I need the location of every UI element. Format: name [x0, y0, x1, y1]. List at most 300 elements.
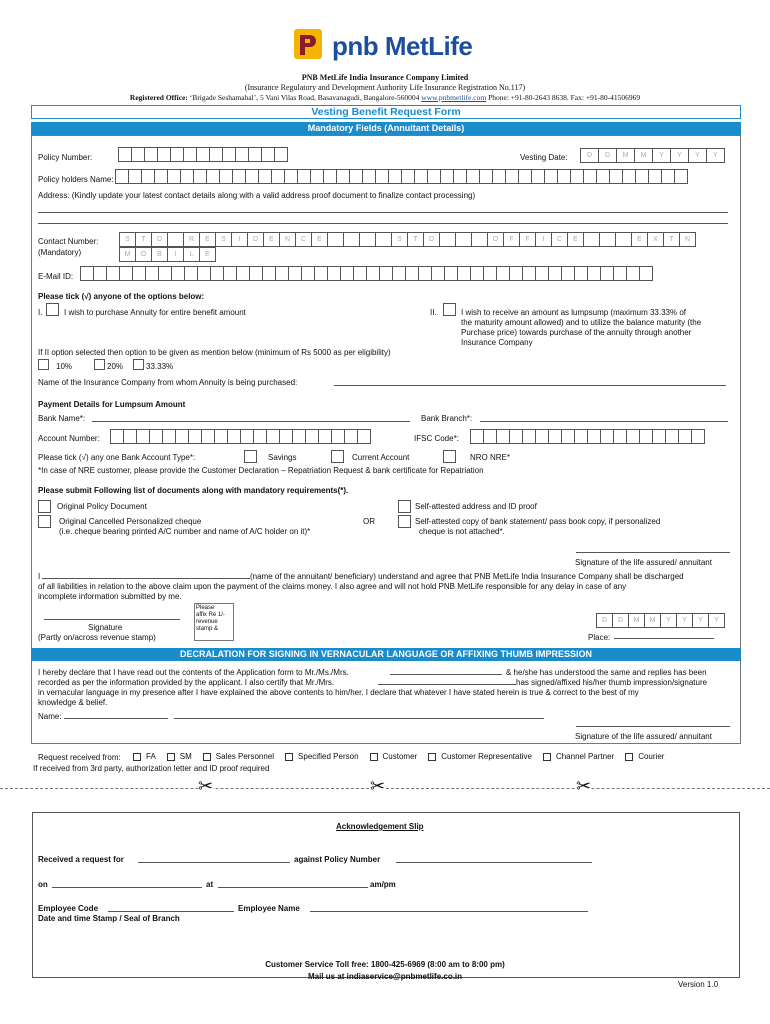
pct-10-label: 10%: [56, 362, 73, 371]
input-box[interactable]: [678, 429, 692, 444]
fa-checkbox[interactable]: [133, 753, 141, 761]
input-box[interactable]: [613, 266, 627, 281]
input-box[interactable]: Y: [676, 613, 693, 628]
signature-line[interactable]: [44, 619, 180, 620]
input-box[interactable]: E: [567, 232, 584, 247]
input-box[interactable]: Y: [688, 148, 707, 163]
input-box[interactable]: O: [487, 232, 504, 247]
input-box[interactable]: [209, 147, 223, 162]
channel-partner-checkbox[interactable]: [543, 753, 551, 761]
input-box[interactable]: [665, 429, 679, 444]
input-box[interactable]: [375, 232, 392, 247]
input-box[interactable]: [318, 429, 332, 444]
input-box[interactable]: D: [596, 613, 613, 628]
input-box[interactable]: [626, 266, 640, 281]
input-box[interactable]: [535, 429, 549, 444]
input-box[interactable]: [110, 429, 124, 444]
input-box[interactable]: [357, 429, 371, 444]
input-box[interactable]: [157, 147, 171, 162]
input-box[interactable]: [600, 266, 614, 281]
input-box[interactable]: [261, 147, 275, 162]
ifsc-label: IFSC Code*:: [414, 434, 459, 443]
vern-line1b: & he/she has understood the same and replies has been: [506, 668, 707, 677]
pnb-metlife-logo: [292, 25, 482, 69]
sig-life-line-2[interactable]: [576, 726, 730, 727]
option1-number: I.: [38, 308, 43, 317]
account-label: Account Number:: [38, 434, 100, 443]
ack-emp-name-line[interactable]: [310, 911, 588, 912]
input-box[interactable]: [444, 266, 458, 281]
input-box[interactable]: [457, 266, 471, 281]
decl-line1: (name of the annuitant/ beneficiary) understand and agree that PNB MetLife India Insurance Company shall be discharged: [250, 572, 684, 581]
input-box[interactable]: [418, 266, 432, 281]
nro-nre-label: NRO NRE*: [470, 453, 511, 462]
input-box[interactable]: [587, 266, 601, 281]
input-box[interactable]: [349, 169, 363, 184]
input-box[interactable]: [274, 147, 288, 162]
input-box[interactable]: [635, 169, 649, 184]
acct-type-label: Please tick (√) any one Bank Account Type*:: [38, 453, 196, 462]
input-box[interactable]: [245, 169, 259, 184]
input-box[interactable]: Y: [708, 613, 725, 628]
input-box[interactable]: [210, 266, 224, 281]
customer-label: Customer: [382, 752, 418, 761]
input-box[interactable]: [596, 169, 610, 184]
input-box[interactable]: E: [199, 232, 216, 247]
input-box[interactable]: [297, 169, 311, 184]
input-box[interactable]: [145, 266, 159, 281]
doc4-line2: cheque is not attached*.: [419, 527, 505, 536]
input-box[interactable]: [171, 266, 185, 281]
docs-heading: Please submit Following list of documents along with mandatory requirements(*).: [38, 486, 349, 495]
input-box[interactable]: [505, 169, 519, 184]
input-box[interactable]: [622, 169, 636, 184]
input-box[interactable]: [648, 169, 662, 184]
input-box[interactable]: [626, 429, 640, 444]
input-box[interactable]: [615, 232, 632, 247]
vesting-date-label: Vesting Date:: [520, 153, 568, 162]
footer-mail: Mail us at indiaservice@pnbmetlife.co.in: [307, 972, 463, 981]
customer-rep-checkbox[interactable]: [428, 753, 436, 761]
input-box[interactable]: X: [647, 232, 664, 247]
input-box[interactable]: [583, 232, 600, 247]
input-box[interactable]: [240, 429, 254, 444]
ack-on-line[interactable]: [52, 887, 202, 888]
input-box[interactable]: [305, 429, 319, 444]
input-box[interactable]: C: [295, 232, 312, 247]
website-link[interactable]: www.pnbmetlife.com: [421, 93, 487, 102]
doc3-checkbox[interactable]: [398, 500, 411, 513]
input-box[interactable]: E: [199, 247, 216, 262]
insurer-line[interactable]: [334, 385, 726, 386]
input-box[interactable]: [496, 429, 510, 444]
input-box[interactable]: F: [519, 232, 536, 247]
input-box[interactable]: [427, 169, 441, 184]
input-box[interactable]: [609, 169, 623, 184]
input-box[interactable]: S: [391, 232, 408, 247]
courier-label: Courier: [638, 752, 665, 761]
input-box[interactable]: [470, 266, 484, 281]
doc3-label: Self-attested address and ID proof: [415, 502, 537, 511]
ack-stamp-label: Date and time Stamp / Seal of Branch: [38, 914, 180, 923]
input-box[interactable]: D: [423, 232, 440, 247]
input-box[interactable]: R: [183, 232, 200, 247]
input-box[interactable]: L: [183, 247, 200, 262]
input-box[interactable]: M: [634, 148, 653, 163]
input-box[interactable]: M: [616, 148, 635, 163]
input-box[interactable]: [236, 266, 250, 281]
input-box[interactable]: [118, 147, 132, 162]
input-box[interactable]: [691, 429, 705, 444]
input-box[interactable]: T: [135, 232, 152, 247]
input-box[interactable]: [661, 169, 675, 184]
input-box[interactable]: [323, 169, 337, 184]
input-box[interactable]: [509, 266, 523, 281]
doc1-checkbox[interactable]: [38, 500, 51, 513]
input-box[interactable]: [639, 429, 653, 444]
input-box[interactable]: [388, 169, 402, 184]
input-box[interactable]: [366, 266, 380, 281]
vern-line3: in vernacular language in my presence after I have explained the above contents to him/her. I declare that whatever I have stated herein is true & correct to the best of my: [38, 688, 639, 697]
input-box[interactable]: [353, 266, 367, 281]
ack-policy-label: against Policy Number: [294, 855, 381, 864]
doc1-label: Original Policy Document: [57, 502, 147, 511]
input-box[interactable]: [180, 169, 194, 184]
input-box[interactable]: [167, 169, 181, 184]
input-box[interactable]: [223, 266, 237, 281]
sales-personnel-checkbox[interactable]: [203, 753, 211, 761]
contact-boxes-row1[interactable]: [119, 232, 695, 247]
received-label: Request received from:: [38, 753, 121, 762]
input-box[interactable]: M: [644, 613, 661, 628]
version-label: Version 1.0: [678, 980, 719, 989]
input-box[interactable]: [154, 169, 168, 184]
phone-fax: Phone: +91-80-2643 8638. Fax: +91-80-41506969: [488, 93, 641, 102]
decl-line2: of all liabilities in relation to the above claim upon the payment of the claims money. I also agree and will not hold PNB MetLife responsible for any delay in case of any: [38, 582, 627, 591]
savings-checkbox[interactable]: [244, 450, 257, 463]
input-box[interactable]: [222, 147, 236, 162]
input-box[interactable]: [440, 169, 454, 184]
input-box[interactable]: E: [311, 232, 328, 247]
input-box[interactable]: [197, 266, 211, 281]
input-box[interactable]: [535, 266, 549, 281]
input-box[interactable]: M: [628, 613, 645, 628]
input-box[interactable]: [275, 266, 289, 281]
input-box[interactable]: [583, 169, 597, 184]
input-box[interactable]: D: [151, 232, 168, 247]
input-box[interactable]: [131, 147, 145, 162]
input-box[interactable]: [401, 169, 415, 184]
sm-checkbox[interactable]: [167, 753, 175, 761]
pct-3333-checkbox[interactable]: [133, 359, 144, 370]
input-box[interactable]: [248, 147, 262, 162]
input-box[interactable]: [509, 429, 523, 444]
input-box[interactable]: [80, 266, 94, 281]
option2-number: II.: [430, 308, 437, 317]
input-box[interactable]: [375, 169, 389, 184]
input-box[interactable]: [279, 429, 293, 444]
input-box[interactable]: [548, 266, 562, 281]
input-box[interactable]: [183, 147, 197, 162]
bank-branch-line[interactable]: [480, 421, 728, 422]
input-box[interactable]: F: [503, 232, 520, 247]
doc4-checkbox[interactable]: [398, 515, 411, 528]
input-box[interactable]: [188, 429, 202, 444]
doc2-checkbox[interactable]: [38, 515, 51, 528]
input-box[interactable]: [227, 429, 241, 444]
input-box[interactable]: [471, 232, 488, 247]
stamp-line-1: Please: [196, 605, 215, 611]
input-box[interactable]: [310, 169, 324, 184]
input-box[interactable]: [483, 429, 497, 444]
input-box[interactable]: [574, 266, 588, 281]
input-box[interactable]: B: [151, 247, 168, 262]
input-box[interactable]: [492, 169, 506, 184]
place-label: Place:: [588, 633, 611, 642]
input-box[interactable]: [518, 169, 532, 184]
current-label: Current Account: [352, 453, 410, 462]
input-box[interactable]: [531, 169, 545, 184]
ack-at-label: at: [206, 880, 214, 889]
input-box[interactable]: [479, 169, 493, 184]
input-box[interactable]: Y: [660, 613, 677, 628]
contact-boxes-row2[interactable]: [119, 247, 215, 262]
input-box[interactable]: Y: [670, 148, 689, 163]
decl-i: I: [38, 572, 41, 581]
input-box[interactable]: [453, 169, 467, 184]
input-box[interactable]: I: [231, 232, 248, 247]
ack-request-line[interactable]: [138, 862, 290, 863]
input-box[interactable]: [128, 169, 142, 184]
input-box[interactable]: [253, 429, 267, 444]
input-box[interactable]: Y: [652, 148, 671, 163]
stamp-line-3: revenue: [196, 619, 218, 625]
input-box[interactable]: [522, 429, 536, 444]
input-box[interactable]: [639, 266, 653, 281]
input-box[interactable]: [314, 266, 328, 281]
input-box[interactable]: [652, 429, 666, 444]
input-box[interactable]: [288, 266, 302, 281]
input-box[interactable]: [439, 232, 456, 247]
sm-label: SM: [179, 752, 192, 761]
pct-20-checkbox[interactable]: [94, 359, 105, 370]
acknowledgement-slip: [32, 812, 740, 978]
input-box[interactable]: [249, 266, 263, 281]
specified-person-label: Specified Person: [298, 752, 359, 761]
input-box[interactable]: Y: [706, 148, 725, 163]
specified-person-checkbox[interactable]: [285, 753, 293, 761]
input-box[interactable]: [271, 169, 285, 184]
input-box[interactable]: [119, 266, 133, 281]
input-box[interactable]: S: [119, 232, 136, 247]
customer-checkbox[interactable]: [370, 753, 378, 761]
input-box[interactable]: [327, 266, 341, 281]
input-box[interactable]: [561, 266, 575, 281]
vern-line1: I hereby declare that I have read out the contents of the Application form to Mr./Ms./Mrs.: [38, 668, 349, 677]
input-box[interactable]: [196, 147, 210, 162]
input-box[interactable]: [613, 429, 627, 444]
input-box[interactable]: [599, 232, 616, 247]
input-box[interactable]: Y: [692, 613, 709, 628]
input-box[interactable]: [379, 266, 393, 281]
input-box[interactable]: M: [119, 247, 136, 262]
input-box[interactable]: [344, 429, 358, 444]
input-box[interactable]: [175, 429, 189, 444]
input-box[interactable]: [343, 232, 360, 247]
input-box[interactable]: [149, 429, 163, 444]
input-box[interactable]: E: [631, 232, 648, 247]
input-box[interactable]: [284, 169, 298, 184]
input-box[interactable]: [184, 266, 198, 281]
input-box[interactable]: [470, 429, 484, 444]
option2-line3: Purchase price) towards purchase of the annuity through another: [461, 328, 692, 337]
input-box[interactable]: [574, 429, 588, 444]
input-box[interactable]: [235, 147, 249, 162]
input-box[interactable]: [232, 169, 246, 184]
ack-emp-name-label: Employee Name: [238, 904, 300, 913]
address-line-1[interactable]: [38, 212, 728, 213]
input-box[interactable]: [144, 147, 158, 162]
input-box[interactable]: [557, 169, 571, 184]
pct-10-checkbox[interactable]: [38, 359, 49, 370]
sig-life-label-1: Signature of the life assured/ annuitant: [575, 558, 712, 567]
input-box[interactable]: [340, 266, 354, 281]
input-box[interactable]: [170, 147, 184, 162]
input-box[interactable]: N: [279, 232, 296, 247]
input-box[interactable]: [359, 232, 376, 247]
input-box[interactable]: [392, 266, 406, 281]
input-box[interactable]: [214, 429, 228, 444]
option2-note: If II option selected then option to be given as mention below (minimum of Rs 5000 as per eligibility): [38, 348, 391, 357]
input-box[interactable]: [600, 429, 614, 444]
input-box[interactable]: N: [679, 232, 696, 247]
input-box[interactable]: [158, 266, 172, 281]
ack-at-line[interactable]: [218, 887, 368, 888]
input-box[interactable]: [561, 429, 575, 444]
input-box[interactable]: [544, 169, 558, 184]
stamp-line-2: affix Re 1/-: [196, 612, 225, 618]
input-box[interactable]: I: [535, 232, 552, 247]
input-box[interactable]: [674, 169, 688, 184]
name-line-2[interactable]: [174, 718, 544, 719]
option1-checkbox[interactable]: [46, 303, 59, 316]
vern-name-line-2[interactable]: [378, 684, 516, 685]
input-box[interactable]: [331, 429, 345, 444]
input-box[interactable]: T: [407, 232, 424, 247]
input-box[interactable]: [301, 266, 315, 281]
email-boxes[interactable]: [80, 266, 652, 281]
input-box[interactable]: C: [551, 232, 568, 247]
input-box[interactable]: [219, 169, 233, 184]
input-box[interactable]: [162, 429, 176, 444]
address-label: Address: (Kindly update your latest contact details along with a valid address proof document to finalize contact processing): [38, 191, 476, 200]
input-box[interactable]: [455, 232, 472, 247]
holders-boxes[interactable]: [115, 169, 687, 184]
vern-name-line-1[interactable]: [390, 674, 502, 675]
input-box[interactable]: [431, 266, 445, 281]
option2-checkbox[interactable]: [443, 303, 456, 316]
address-line-2[interactable]: [38, 223, 728, 224]
name-line-1[interactable]: [64, 718, 168, 719]
ack-emp-code-line[interactable]: [108, 911, 234, 912]
insurer-label: Name of the Insurance Company from whom Annuity is being purchased:: [38, 378, 298, 387]
input-box[interactable]: D: [247, 232, 264, 247]
bank-name-label: Bank Name*:: [38, 414, 86, 423]
logo-text: pnb MetLife: [332, 31, 473, 61]
courier-checkbox[interactable]: [625, 753, 633, 761]
input-box[interactable]: [587, 429, 601, 444]
form-title: Vesting Benefit Request Form: [31, 105, 741, 119]
input-box[interactable]: [548, 429, 562, 444]
input-box[interactable]: [570, 169, 584, 184]
input-box[interactable]: [362, 169, 376, 184]
holders-label: Policy holders Name:: [38, 175, 114, 184]
input-box[interactable]: [262, 266, 276, 281]
input-box[interactable]: D: [612, 613, 629, 628]
input-box[interactable]: [93, 266, 107, 281]
input-box[interactable]: [522, 266, 536, 281]
input-box[interactable]: [193, 169, 207, 184]
input-box[interactable]: [206, 169, 220, 184]
input-box[interactable]: E: [263, 232, 280, 247]
vesting-date-boxes[interactable]: [580, 148, 724, 163]
ack-title: Acknowledgement Slip: [336, 822, 424, 831]
input-box[interactable]: [466, 169, 480, 184]
option2-line4: Insurance Company: [461, 338, 533, 347]
input-box[interactable]: [327, 232, 344, 247]
input-box[interactable]: [132, 266, 146, 281]
input-box[interactable]: [258, 169, 272, 184]
nro-nre-checkbox[interactable]: [443, 450, 456, 463]
input-box[interactable]: [136, 429, 150, 444]
received-options: [133, 752, 664, 761]
input-box[interactable]: [405, 266, 419, 281]
input-box[interactable]: [167, 232, 184, 247]
input-box[interactable]: D: [580, 148, 599, 163]
option2-line2: the maturity amount allowed) and to utilize the balance maturity (the: [461, 318, 702, 327]
account-boxes[interactable]: [110, 429, 370, 444]
input-box[interactable]: [336, 169, 350, 184]
input-box[interactable]: S: [215, 232, 232, 247]
place-line[interactable]: [614, 638, 714, 639]
input-box[interactable]: I: [167, 247, 184, 262]
current-checkbox[interactable]: [331, 450, 344, 463]
email-label: E-Mail ID:: [38, 272, 74, 281]
policy-number-boxes[interactable]: [118, 147, 287, 162]
input-box[interactable]: [115, 169, 129, 184]
input-box[interactable]: [201, 429, 215, 444]
contact-label: Contact Number:: [38, 237, 99, 246]
input-box[interactable]: O: [135, 247, 152, 262]
input-box[interactable]: T: [663, 232, 680, 247]
input-box[interactable]: [496, 266, 510, 281]
decl-name-line[interactable]: [42, 578, 250, 579]
input-box[interactable]: [106, 266, 120, 281]
ifsc-boxes[interactable]: [470, 429, 704, 444]
input-box[interactable]: D: [598, 148, 617, 163]
input-box[interactable]: [292, 429, 306, 444]
input-box[interactable]: [123, 429, 137, 444]
bank-name-line[interactable]: [92, 421, 410, 422]
input-box[interactable]: [141, 169, 155, 184]
input-box[interactable]: [414, 169, 428, 184]
sig-life-line-1[interactable]: [576, 552, 730, 553]
footer-toll: Customer Service Toll free: 1800-425-6969 (8:00 am to 8:00 pm): [265, 960, 505, 969]
ack-policy-line[interactable]: [396, 862, 592, 863]
input-box[interactable]: [483, 266, 497, 281]
decl-date-boxes[interactable]: [596, 613, 724, 628]
input-box[interactable]: [266, 429, 280, 444]
